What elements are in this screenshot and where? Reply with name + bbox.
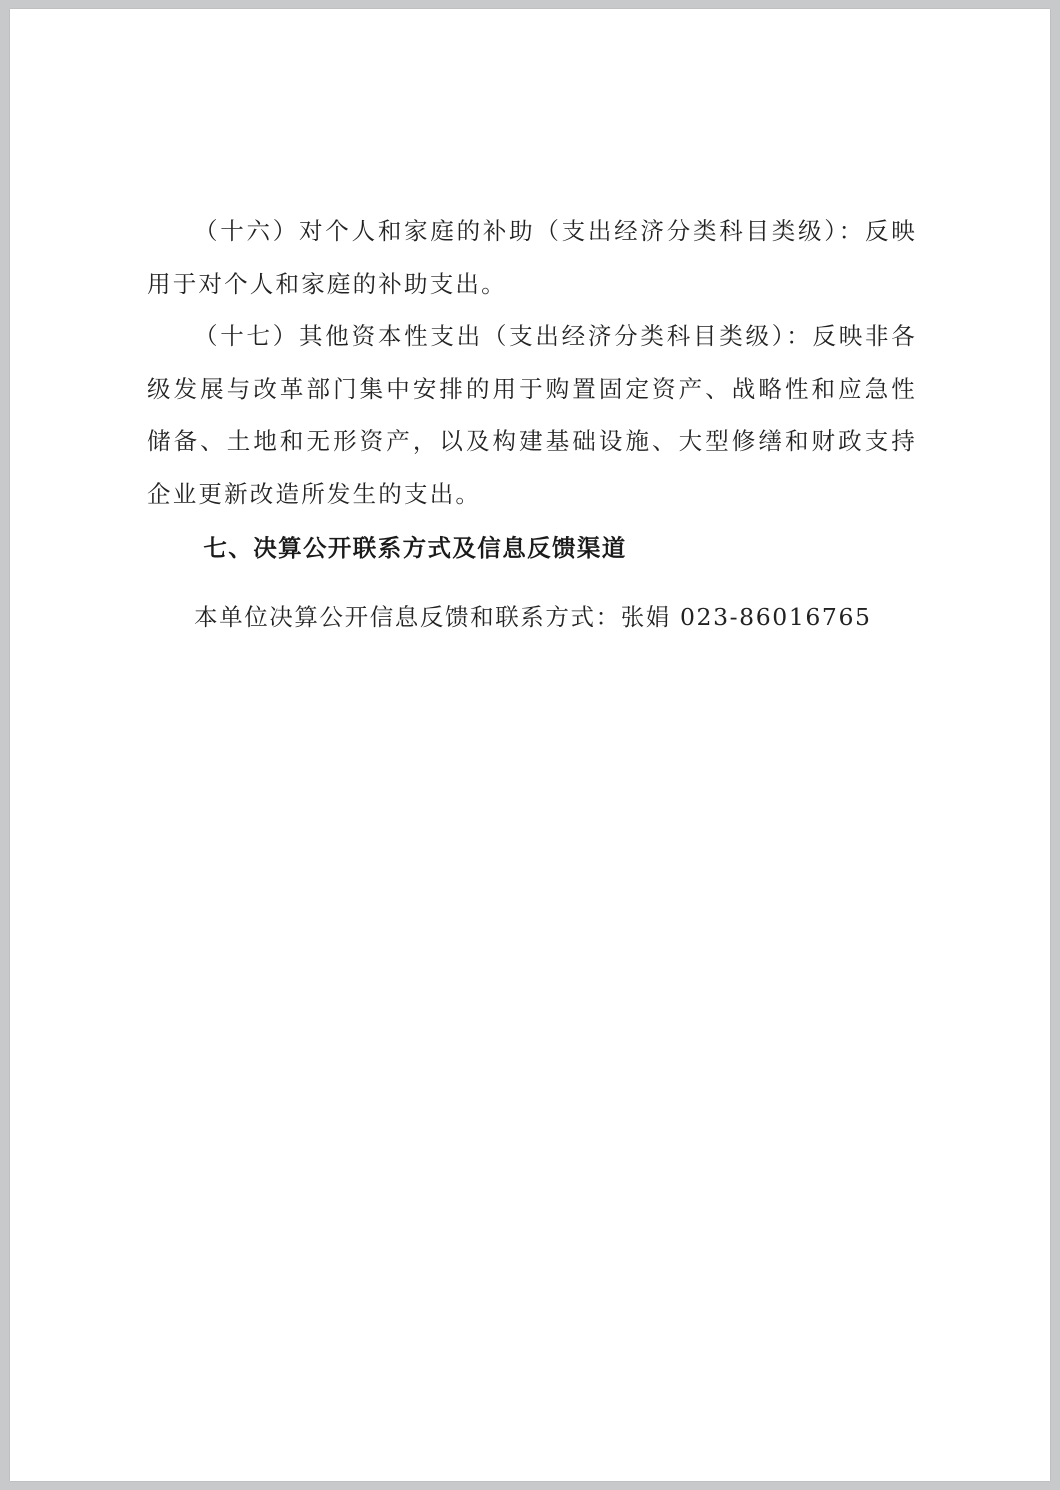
page-content bbox=[147, 205, 917, 643]
paragraph-personal-family-subsidy: （十六）对个人和家庭的补助（支出经济分类科目类级）：反映用于对个人和家庭的补助支出。 bbox=[147, 217, 917, 298]
section-heading-contact: 七、决算公开联系方式及信息反馈渠道 bbox=[203, 534, 627, 562]
document-page bbox=[10, 9, 1050, 1481]
contact-info: 本单位决算公开信息反馈和联系方式：张娟 023-86016765 bbox=[194, 602, 872, 631]
paragraph-other-capital-expenditure: （十七）其他资本性支出（支出经济分类科目类级）：反映非各级发展与改革部门集中安排的用于购置固定资产、战略性和应急性储备、土地和无形资产，以及构建基础设施、大型修缮和财政支持企业更新改造所发生的支出。 bbox=[147, 322, 917, 508]
